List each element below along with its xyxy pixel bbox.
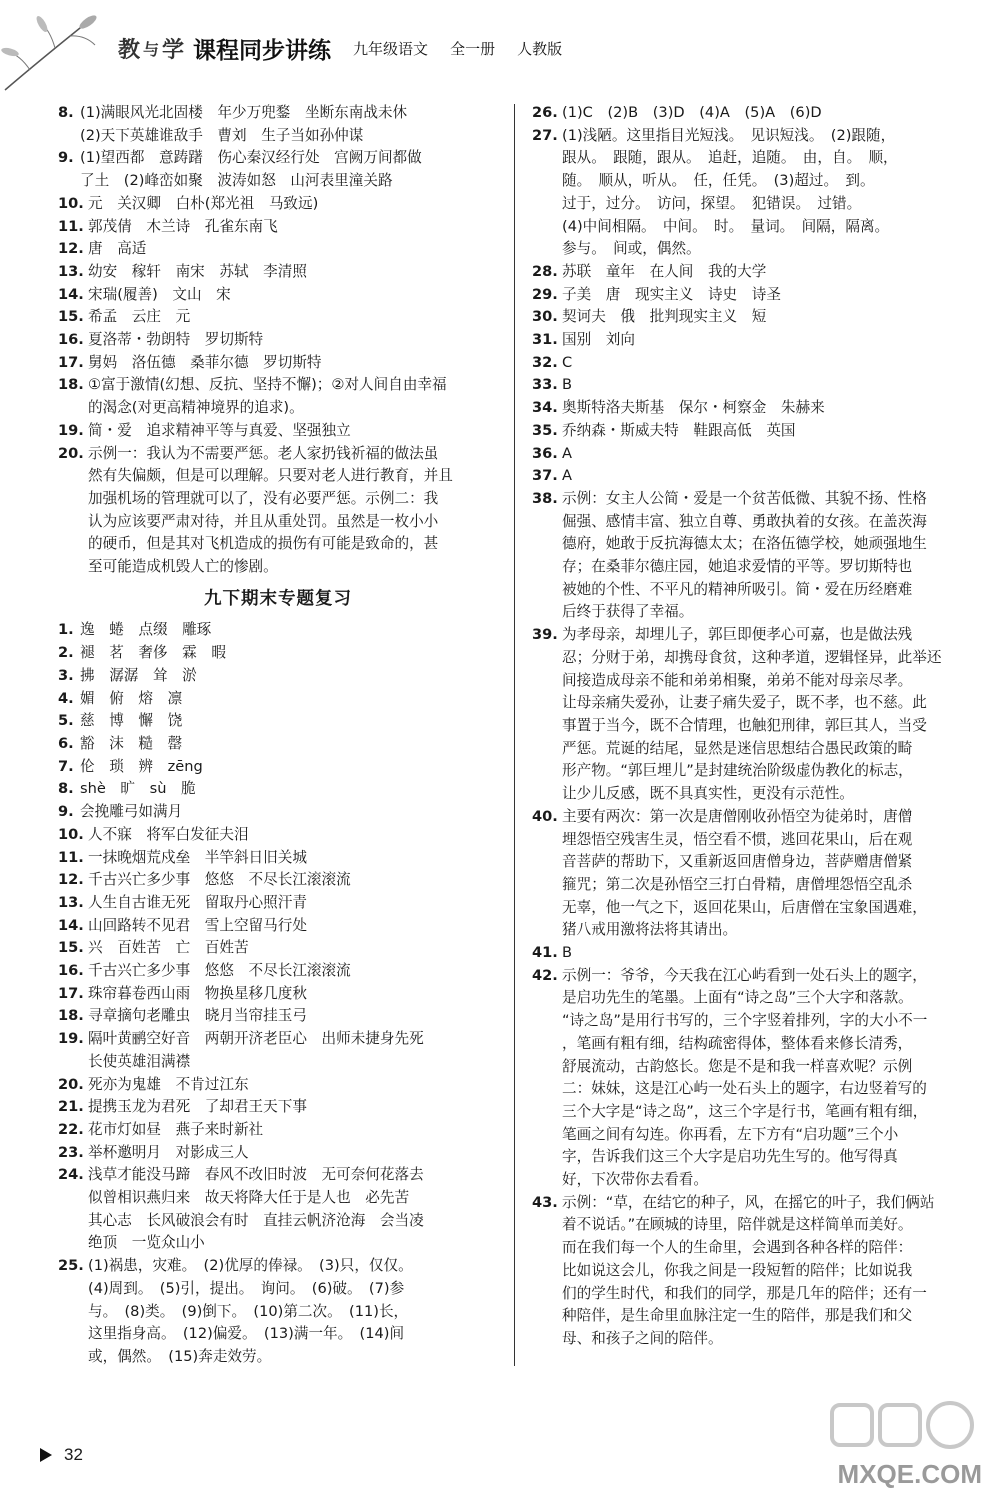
- answer-number: 36.: [532, 444, 558, 462]
- answer-item: [58, 1142, 498, 1165]
- answer-item: [58, 284, 498, 307]
- answer-number: 26.: [532, 104, 558, 121]
- answer-item: [58, 352, 498, 375]
- answer-text: 宋瑞(履善) 文山 宋: [88, 285, 231, 303]
- answer-text: B: [562, 944, 573, 962]
- answer-text: 提携玉龙为君死 了却君王天下事: [88, 1098, 307, 1116]
- answer-text: 褪 茗 奢侈 霖 暇: [80, 644, 226, 662]
- answer-item: [58, 193, 498, 216]
- answer-number: 11.: [58, 217, 84, 235]
- page-number: 32: [64, 1445, 83, 1464]
- answer-number: 6.: [58, 734, 74, 752]
- answer-text: 隔叶黄鹂空好音 两朝开济老臣心 出师未捷身先死 长使英雄泪满襟: [88, 1030, 424, 1070]
- answer-number: 20.: [58, 1075, 84, 1093]
- column-divider: [514, 104, 515, 1366]
- answer-list-final-review: [58, 619, 498, 1368]
- answer-item: [58, 1096, 498, 1119]
- answer-item: [58, 1164, 498, 1255]
- answer-text: 幼安 稼轩 南宋 苏轼 李清照: [88, 262, 307, 280]
- answer-item: [532, 1192, 972, 1351]
- arrow-right-icon: [40, 1448, 52, 1462]
- answer-text: 举杯邀明月 对影成三人: [88, 1143, 249, 1161]
- answer-number: 21.: [58, 1098, 84, 1116]
- series-title: 课程同步讲练: [193, 37, 332, 64]
- grade-subject: 九年级语文: [353, 39, 429, 58]
- answer-item: [58, 306, 498, 329]
- answer-item: [532, 488, 972, 624]
- answer-text: C: [562, 353, 573, 371]
- answer-number: 9.: [58, 803, 74, 821]
- edition-label: 人教版: [517, 39, 563, 58]
- answer-item: [58, 374, 498, 419]
- answer-text: 国别 刘向: [562, 331, 635, 349]
- answer-item: [58, 102, 498, 147]
- answer-text: 夏洛蒂・勃朗特 罗切斯特: [88, 331, 264, 349]
- answer-number: 38.: [532, 489, 558, 507]
- answer-text: 简・爱 追求精神平等与真爱、坚强独立: [88, 421, 351, 439]
- answer-number: 42.: [532, 966, 558, 984]
- answer-number: 2.: [58, 644, 74, 662]
- answer-text: 寻章摘句老雕虫 晓月当帘挂玉弓: [88, 1007, 307, 1025]
- answer-item: [58, 443, 498, 579]
- answer-text: 唐 高适: [88, 240, 147, 258]
- answer-text: 会挽雕弓如满月: [80, 803, 183, 821]
- answer-item: [58, 665, 498, 688]
- answer-text: 人生自古谁无死 留取丹心照汗青: [88, 893, 307, 911]
- answer-number: 12.: [58, 871, 84, 889]
- volume-label: 全一册: [450, 39, 496, 58]
- answer-number: 23.: [58, 1143, 84, 1161]
- answer-text: 示例一：爷爷，今天我在江心屿看到一处石头上的题字， 是启功先生的笔墨。上面有“诗之岛”三个大字和落款。 “诗之岛”是用行书写的，三个字竖着排列，字的大小不一 ，笔画有粗有细，结构疏密得体，整体看来修长清秀， 舒展流动，古韵悠长。您是不是和我一样喜欢呢？示例 二：妹妹，这是江心屿一处石头上的题字，右边竖着写的 三个大字是“诗之岛”，这三个字是行书，笔画有粗有细， 笔画之间有勾连。你再看，左下方有“启功题”三个小 字，告诉我们这三个大字是启功先生写的。他写得真 好，下次带你去看看。: [562, 966, 928, 1189]
- answer-text: (1)浅陋。这里指目光短浅。 见识短浅。 (2)跟随， 跟从。 跟随，跟从。 追赶，追随。 由，自。 顺， 随。 顺从，听从。 任，任凭。 (3)超过。 到。 过于，过分。 访问，探望。 犯错误。 过错。 (4)中间相隔。 中间。 时。 量词。 间隔，隔离。 参与。 间或，偶然。: [562, 126, 898, 258]
- answer-number: 15.: [58, 939, 84, 957]
- answer-item: [58, 869, 498, 892]
- answer-item: [532, 942, 972, 965]
- watermark-url: MXQE.COM: [837, 1459, 982, 1489]
- answer-text: 子美 唐 现实主义 诗史 诗圣: [562, 285, 781, 303]
- answer-number: 4.: [58, 689, 74, 707]
- answer-number: 32.: [532, 353, 558, 371]
- section-title: 九下期末专题复习: [204, 588, 352, 609]
- answer-item: [58, 147, 498, 192]
- answer-number: 10.: [58, 825, 84, 843]
- answer-item: [58, 420, 498, 443]
- answer-item: [58, 801, 498, 824]
- answer-text: 珠帘暮卷西山雨 物换星移几度秋: [88, 984, 307, 1002]
- answer-number: 33.: [532, 376, 558, 394]
- answer-text: (1)望西都 意踌躇 伤心秦汉经行处 宫阙万间都做 了土 (2)峰峦如聚 波涛如怒 山河表里潼关路: [80, 149, 422, 190]
- answer-text: 苏联 童年 在人间 我的大学: [562, 262, 767, 280]
- answer-text: 为孝母亲，却埋儿子，郭巨即便孝心可嘉，也是做法残 忍；分财于弟，却携母食贫，这种孝道，逻辑怪异，此举还 间接造成母亲不能和弟弟相聚，弟弟不能对母亲尽孝。 让母亲痛失爱孙，让妻子痛失爱子，既不孝，也不慈。此 事置于当今，既不合情理，也触犯刑律，郭巨其人，当受 严惩。荒诞的结尾，显然是迷信思想结合愚民政策的畸 形产物。“郭巨埋儿”是封建统治阶级虚伪教化的标志， 让少儿反感，既不具真实性，更没有示范性。: [562, 626, 942, 803]
- series-logo: [118, 33, 185, 64]
- answer-item: [58, 915, 498, 938]
- answer-number: 14.: [58, 285, 84, 303]
- answer-text: 契诃夫 俄 批判现实主义 短: [562, 308, 767, 326]
- answer-number: 3.: [58, 666, 74, 684]
- answer-item: [58, 892, 498, 915]
- page-footer: [40, 1445, 83, 1465]
- answer-number: 13.: [58, 262, 84, 280]
- answer-item: [532, 397, 972, 420]
- answer-item: [58, 619, 498, 642]
- answer-number: 28.: [532, 262, 558, 280]
- answer-item: [58, 824, 498, 847]
- watermark: [812, 1399, 992, 1494]
- answer-text: 死亦为鬼雄 不肯过江东: [88, 1075, 249, 1093]
- answer-number: 7.: [58, 757, 74, 775]
- logo-char: 教: [118, 36, 142, 63]
- answer-item: [532, 965, 972, 1192]
- answer-number: 9.: [58, 149, 74, 167]
- logo-char: 与: [143, 39, 161, 59]
- answer-number: 34.: [532, 399, 558, 417]
- answer-number: 11.: [58, 848, 84, 866]
- answer-text: 示例：“草，在结它的种子，风，在摇它的叶子，我们俩站 着不说话。”在顾城的诗里，陪伴就是这样简单而美好。 而在我们每一个人的生命里，会遇到各种各样的陪伴： 比如说这会儿，你我之间是一段短暂的陪伴；比如说我 们的学生时代，和我们的同学，那是几年的陪伴；还有一 种陪伴，是生命里血脉注定一生的陪伴，那是我们和父 母、和孩子之间的陪伴。: [562, 1193, 935, 1347]
- answer-text: 媚 俯 熔 凛: [80, 689, 183, 707]
- answer-number: 17.: [58, 984, 84, 1002]
- answer-text: 兴 百姓苦 亡 百姓苦: [88, 939, 249, 957]
- decorative-branch-ornament: [0, 0, 120, 95]
- answer-number: 39.: [532, 626, 558, 644]
- answer-number: 1.: [58, 621, 74, 639]
- answer-number: 41.: [532, 944, 558, 962]
- answer-text: 千古兴亡多少事 悠悠 不尽长江滚滚流: [88, 871, 351, 889]
- answer-text: 元 关汉卿 白朴(郑光祖 马致远): [88, 194, 319, 212]
- answer-text: 希孟 云庄 元: [88, 308, 191, 326]
- answer-text: (1)C (2)B (3)D (4)A (5)A (6)D: [562, 104, 822, 121]
- answer-item: [532, 352, 972, 375]
- right-answer-column: [532, 102, 972, 1351]
- answer-number: 43.: [532, 1193, 558, 1211]
- left-answer-column: [58, 102, 498, 1369]
- answer-item: [532, 465, 972, 488]
- answer-text: 花市灯如昼 燕子来时新社: [88, 1120, 264, 1138]
- answer-item: [58, 847, 498, 870]
- answer-item: [58, 733, 498, 756]
- answer-text: 人不寐 将军白发征夫泪: [88, 825, 249, 843]
- answer-text: 山回路转不见君 雪上空留马行处: [88, 916, 307, 934]
- answer-text: 浅草才能没马蹄 春风不改旧时波 无可奈何花落去 似曾相识燕归来 故天将降大任于是人也 必先苦 其心志 长风破浪会有时 直挂云帆济沧海 会当凌 绝顶 一览众山小: [88, 1166, 424, 1252]
- answer-number: 18.: [58, 376, 84, 394]
- answer-text: 一抹晚烟荒戍垒 半竿斜日旧关城: [88, 848, 307, 866]
- answer-item: [58, 216, 498, 239]
- header-brand: [118, 28, 584, 68]
- answer-item: [532, 125, 972, 261]
- answer-item: [532, 284, 972, 307]
- answer-item: [58, 1119, 498, 1142]
- answer-number: 19.: [58, 1030, 84, 1048]
- answer-list-continued: [58, 102, 498, 579]
- answer-number: 5.: [58, 712, 74, 730]
- answer-item: [532, 261, 972, 284]
- answer-number: 12.: [58, 240, 84, 258]
- answer-item: [532, 102, 972, 125]
- answer-number: 10.: [58, 194, 84, 212]
- answer-item: [58, 983, 498, 1006]
- answer-text: A: [562, 467, 572, 485]
- answer-item: [532, 806, 972, 942]
- answer-number: 40.: [532, 807, 558, 825]
- answer-number: 20.: [58, 444, 84, 462]
- answer-text: 乔纳森・斯威夫特 鞋跟高低 英国: [562, 421, 796, 439]
- answer-item: [58, 261, 498, 284]
- answer-text: 逸 蜷 点缀 雕琢: [80, 621, 212, 639]
- answer-item: [58, 642, 498, 665]
- answer-text: shè 旷 sù 脆: [80, 780, 196, 798]
- page-header: [0, 0, 1000, 95]
- answer-number: 16.: [58, 331, 84, 349]
- answer-number: 25.: [58, 1257, 84, 1275]
- answer-text: 豁 沫 糙 罄: [80, 734, 183, 752]
- answer-text: 舅妈 洛伍德 桑菲尔德 罗切斯特: [88, 353, 322, 371]
- answer-item: [532, 443, 972, 466]
- answer-number: 30.: [532, 308, 558, 326]
- logo-char: 学: [162, 36, 186, 63]
- answer-item: [58, 688, 498, 711]
- answer-number: 22.: [58, 1120, 84, 1138]
- answer-item: [58, 710, 498, 733]
- answer-text: (1)满眼风光北固楼 年少万兜鍪 坐断东南战未休 (2)天下英雄谁敌手 曹刘 生子当如孙仲谋: [80, 104, 408, 144]
- answer-number: 16.: [58, 962, 84, 980]
- answer-number: 24.: [58, 1166, 84, 1184]
- answer-text: (1)祸患，灾难。 (2)优厚的俸禄。 (3)只，仅仅。 (4)周到。 (5)引，提出。 询问。 (6)破。 (7)参 与。 (8)类。 (9)倒下。 (10)第二次。 (11)长， 这里指身高。 (12)偏爱。 (13)满一年。 (14)间 或，偶然。 (15)奔走效劳。: [88, 1257, 413, 1365]
- answer-text: 拂 潺潺 耸 淤: [80, 666, 197, 684]
- answer-number: 29.: [532, 285, 558, 303]
- answer-item: [58, 1005, 498, 1028]
- answer-item: [532, 374, 972, 397]
- answer-item: [532, 329, 972, 352]
- answer-number: 15.: [58, 308, 84, 326]
- answer-text: A: [562, 444, 572, 462]
- answer-number: 19.: [58, 421, 84, 439]
- answer-text: 奥斯特洛夫斯基 保尔・柯察金 朱赫来: [562, 399, 825, 417]
- answer-list-right: [532, 102, 972, 1351]
- answer-text: B: [562, 376, 573, 394]
- answer-number: 35.: [532, 421, 558, 439]
- answer-number: 8.: [58, 104, 74, 121]
- answer-item: [532, 306, 972, 329]
- answer-number: 18.: [58, 1007, 84, 1025]
- answer-text: 慈 博 懈 饶: [80, 712, 183, 730]
- answer-text: 郭茂倩 木兰诗 孔雀东南飞: [88, 217, 278, 235]
- answer-text: 主要有两次：第一次是唐僧刚收孙悟空为徒弟时，唐僧 埋怨悟空残害生灵，悟空看不惯，逃回花果山，后在观 音菩萨的帮助下，又重新返回唐僧身边，菩萨赠唐僧紧 箍咒；第二次是孙悟空三打白骨精，唐僧埋怨悟空乱杀 无辜，他一气之下，返回花果山，后唐僧在宝象国遇难， 猪八戒用激将法将其请出。: [562, 807, 927, 939]
- answer-number: 27.: [532, 126, 558, 144]
- answer-number: 14.: [58, 916, 84, 934]
- answer-item: [58, 1028, 498, 1073]
- answer-number: 17.: [58, 353, 84, 371]
- answer-text: ①富于激情(幻想、反抗、坚持不懈)；②对人间自由幸福 的渴念(对更高精神境界的追求)。: [88, 376, 447, 417]
- answer-item: [58, 1255, 498, 1369]
- answer-item: [58, 756, 498, 779]
- answer-item: [532, 624, 972, 806]
- answer-item: [58, 329, 498, 352]
- answer-number: 13.: [58, 893, 84, 911]
- answer-number: 8.: [58, 780, 74, 798]
- answer-item: [58, 778, 498, 801]
- answer-number: 37.: [532, 467, 558, 485]
- answer-item: [58, 937, 498, 960]
- answer-item: [58, 960, 498, 983]
- answer-text: 示例：女主人公简・爱是一个贫苦低微、其貌不扬、性格 倔强、感情丰富、独立自尊、勇敢执着的女孩。在盖茨海 德府，她敢于反抗海德太太；在洛伍德学校，她顽强地生 存；在桑菲尔德庄园，她追求爱情的平等。罗切斯特也 被她的个性、不平凡的精神所吸引。简・爱在历经磨难 后终于获得了幸福。: [562, 489, 927, 621]
- answer-number: 31.: [532, 331, 558, 349]
- answer-text: 示例一：我认为不需要严惩。老人家扔钱祈福的做法虽 然有失偏颇，但是可以理解。只要对老人进行教育，并且 加强机场的管理就可以了，没有必要严惩。示例二：我 认为应该要严肃对待，并且从重处罚。虽然是一枚小小 的硬币，但是其对飞机造成的损伤有可能是致命的，甚 至可能造成机毁人亡的惨剧。: [88, 444, 453, 576]
- answer-item: [58, 238, 498, 261]
- answer-text: 千古兴亡多少事 悠悠 不尽长江滚滚流: [88, 962, 351, 980]
- answer-item: [532, 420, 972, 443]
- answer-item: [58, 1074, 498, 1097]
- answer-text: 伦 琐 辨 zēng: [80, 757, 203, 775]
